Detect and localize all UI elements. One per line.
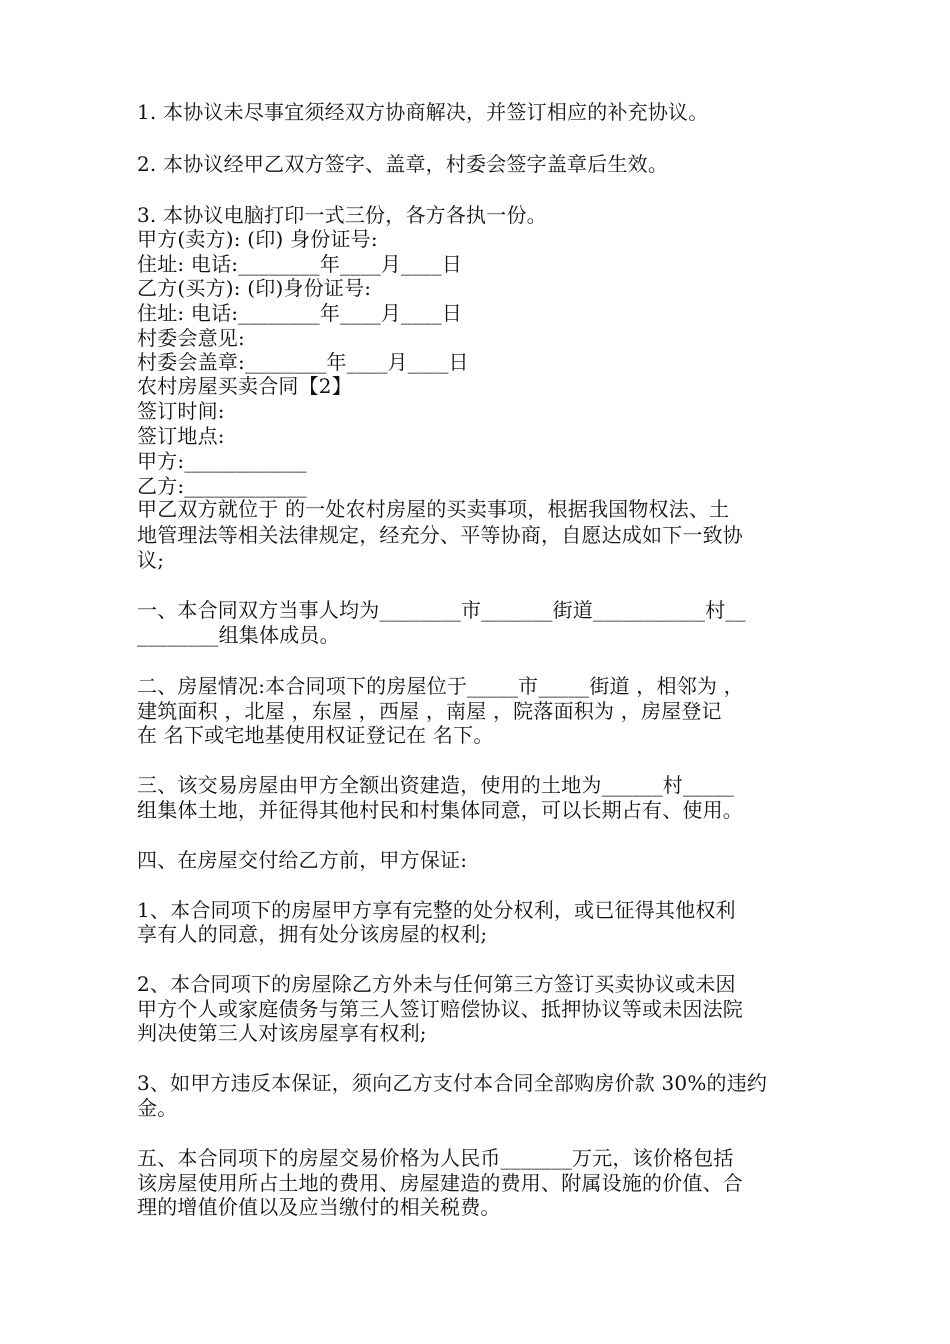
text-line: 五、本合同项下的房屋交易价格为人民币_______万元，该价格包括 <box>137 1146 734 1170</box>
text-line: 甲乙双方就位于 的一处农村房屋的买卖事项，根据我国物权法、土 <box>137 497 730 521</box>
text-line: 建筑面积 ，北屋 ，东屋 ，西屋 ，南屋 ，院落面积为 ，房屋登记 <box>137 699 722 723</box>
text-line: 二、房屋情况:本合同项下的房屋位于_____市_____街道 ，相邻为 ， <box>137 674 744 698</box>
text-line: 住址: 电话:________年____月____日 <box>137 301 463 325</box>
text-line: 地管理法等相关法律规定，经充分、平等协商，自愿达成如下一致协 <box>137 523 743 547</box>
text-line: 村委会意见: <box>137 326 245 350</box>
text-line: 三、该交易房屋由甲方全额出资建造，使用的土地为______村_____ <box>137 773 734 797</box>
text-line: 在 名下或宅地基使用权证登记在 名下。 <box>137 723 494 747</box>
text-line: 签订地点: <box>137 424 225 448</box>
text-line: 住址: 电话:________年____月____日 <box>137 252 463 276</box>
text-line: 2. 本协议经甲乙双方签字、盖章，村委会签字盖章后生效。 <box>137 152 669 176</box>
text-line: ________组集体成员。 <box>137 623 340 647</box>
section-title: 农村房屋买卖合同【2】 <box>137 374 352 398</box>
text-line: 甲方(卖方): (印) 身份证号: <box>137 227 378 251</box>
text-line: 四、在房屋交付给乙方前，甲方保证: <box>137 848 468 872</box>
text-line: 1. 本协议未尽事宜须经双方协商解决，并签订相应的补充协议。 <box>137 100 709 124</box>
text-line: 1、本合同项下的房屋甲方享有完整的处分权利，或已征得其他权利 <box>137 898 736 922</box>
text-line: 判决使第三人对该房屋享有权利; <box>137 1021 427 1045</box>
text-line: 乙方:____________ <box>137 474 307 498</box>
text-line: 一、本合同双方当事人均为________市_______街道___________村__ <box>137 598 746 622</box>
text-line: 该房屋使用所占土地的费用、房屋建造的费用、附属设施的价值、合 <box>137 1171 743 1195</box>
text-line: 乙方(买方): (印)身份证号: <box>137 276 372 300</box>
text-line: 3、如甲方违反本保证，须向乙方支付本合同全部购房价款 30%的违约 <box>137 1071 768 1095</box>
text-line: 3. 本协议电脑打印一式三份，各方各执一份。 <box>137 203 547 227</box>
text-line: 甲方:____________ <box>137 449 307 473</box>
text-line: 金。 <box>137 1096 178 1120</box>
text-line: 签订时间: <box>137 399 225 423</box>
text-line: 村委会盖章:________年____月____日 <box>137 350 469 374</box>
text-line: 议; <box>137 548 165 572</box>
text-line: 甲方个人或家庭债务与第三人签订赔偿协议、抵押协议等或未因法院 <box>137 997 743 1021</box>
text-line: 2、本合同项下的房屋除乙方外未与任何第三方签订买卖协议或未因 <box>137 972 736 996</box>
text-line: 组集体土地，并征得其他村民和村集体同意，可以长期占有、使用。 <box>137 798 743 822</box>
text-line: 理的增值价值以及应当缴付的相关税费。 <box>137 1195 501 1219</box>
text-line: 享有人的同意，拥有处分该房屋的权利; <box>137 922 488 946</box>
